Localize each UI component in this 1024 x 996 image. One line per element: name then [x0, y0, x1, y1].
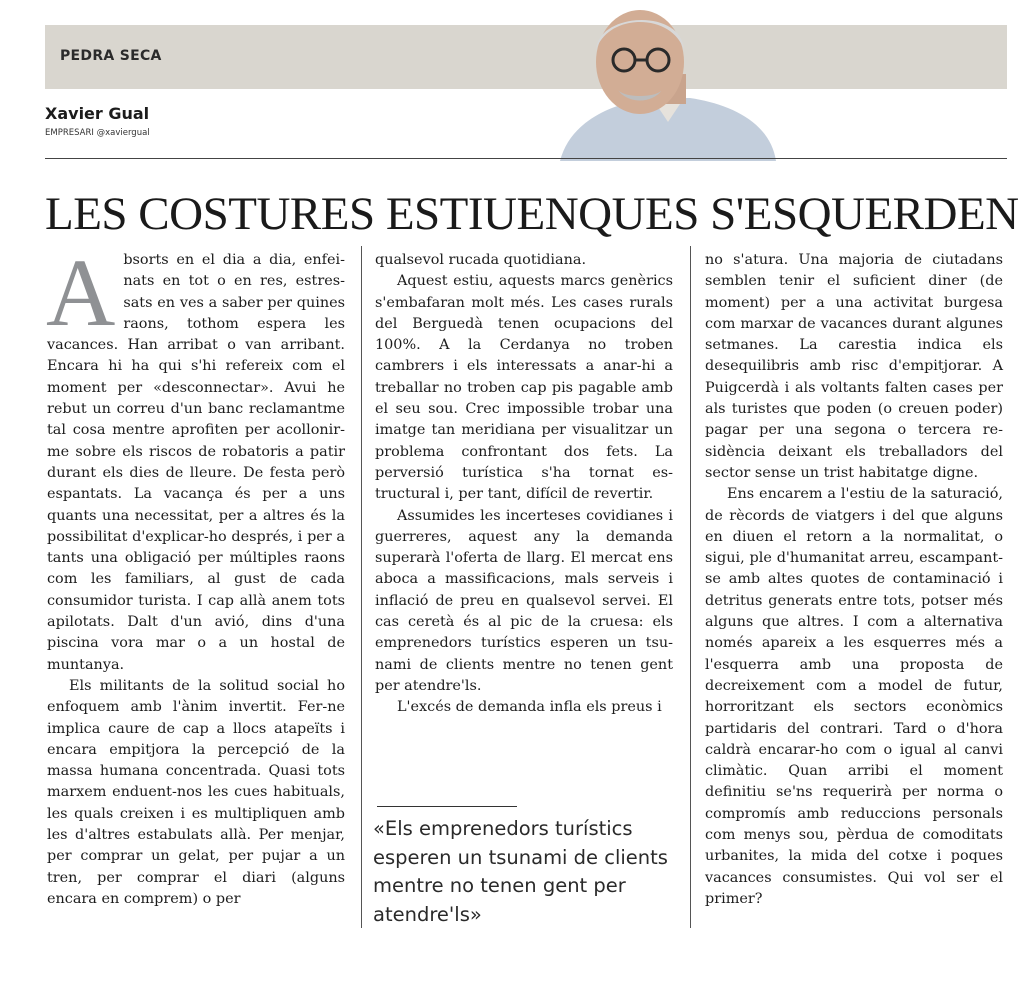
section-label: PEDRA SECA	[60, 48, 162, 64]
paragraph: Ens encarem a l'estiu de la saturació, de rècords de viatgers i del que alguns en diuen el retorn a la normalitat, o sigui, ple d'humanitat arreu, escampant-se amb altes quotes de contaminació i detritus generats entre tots, potser més alguns que altres. I com a alternativa només apareix a les esquerres més a l'esquerra amb una proposta de decreixement com a model de futur, horroritzant els sectors econòmics partidaris del contrari. Tard o d'hora caldrà encarar-ho com o igual al canvi climàtic. Quan arribi el moment definitiu se'ns requerirà per norma o compromís amb reduccions personals com menys sou, pèrdua de comoditats urbanites, la mida del cotxe i poques vacances consumistes. Qui vol ser el primer?	[705, 486, 1003, 907]
paragraph: Aquest estiu, aquests marcs genèrics s'embafaran molt més. Les cases rurals del Berguedà tenen ocupacions del 100%. A la Cerdanya no troben cambrers i els interessats a anar-hi a treballar no troben cap pis pagable amb el seu sou. Crec impossible trobar una imatge tan meridiana per visualitzar un problema confrontant dos fets. La perversió turística s'ha tornat estructural i, per tant, difícil de revertir.	[375, 273, 673, 503]
column-divider	[361, 246, 362, 928]
author-portrait	[560, 4, 776, 161]
paragraph: Els militants de la solitud social ho enfoquem amb l'ànim invertit. Fer-ne implica caure de cap a llocs atapeïts i encara empitjora la percepció de la massa humana concentrada. Quasi tots marxem enduent-nos les cues habituals, les quals creixen i es multipliquen amb les d'altres estabulats allà. Per menjar, per comprar un gelat, per pujar a un tren, per comprar el diari (alguns encara en comprem) o per	[47, 677, 345, 907]
paragraph: qualsevol rucada quotidiana.	[375, 252, 587, 268]
pull-quote: «Els emprenedors turístics esperen un tsunami de clients mentre no tenen gent per atendre'ls»	[373, 817, 668, 926]
column-divider	[690, 246, 691, 928]
author-role: EMPRESARI @xaviergual	[45, 128, 150, 138]
paragraph: bsorts en el dia a dia, enfeinats en tot o en res, estressats en ves a saber per quines raons, tothom espera les vacances. Han arribat o van arribant. Encara hi ha qui s'hi refereix com el moment per «desconnectar». Avui he rebut un correu d'un banc reclamantme tal cosa mentre aprofiten per acollonir-me sobre els riscos de robatoris a patir durant els dies de lleure. De festa però espantats. La vacança és per a uns quants una necessitat, per a altres és la possibilitat d'explicar-ho després, i per a tants una obligació per múltiples raons com les familiars, al gust de cada consumidor turista. I cap allà anem tots apilotats. Dalt d'un avió, dins d'una piscina vora mar o a un hostal de muntanya.	[47, 252, 345, 673]
paragraph: L'excés de demanda infla els preus i	[397, 699, 662, 716]
paragraph: Assumides les incerteses covidianes i guerreres, aquest any la demanda superarà l'oferta de llarg. El mercat ens aboca a massificacions, mals serveis i inflació de preu en qualsevol servei. El cas ceretà és al pic de la cruesa: els emprenedors turístics esperen un tsunami de clients mentre no tenen gent per atendre'ls.	[375, 507, 673, 694]
author-name: Xavier Gual	[45, 104, 150, 123]
drop-cap: A	[46, 239, 116, 346]
column-3	[705, 250, 1003, 910]
header-divider	[45, 158, 1007, 159]
pull-quote-rule	[377, 806, 517, 807]
headline: LES COSTURES ESTIUENQUES S'ESQUERDEN	[45, 188, 1019, 240]
paragraph: no s'atura. Una majoria de ciutadans semblen tenir el suficient diner (de moment) per a una activitat burgesa com marxar de vacances durant algunes setmanes. La carestia indica els desequilibris amb risc d'empitjorar. A Puigcerdà i als voltants falten cases per als turistes que poden (o creuen poder) pagar per una segona o tercera residència deixant els treballadors del sector sense un trist habitatge digne.	[705, 252, 1003, 481]
column-2	[375, 250, 673, 719]
header-banner	[45, 25, 1007, 89]
column-1	[46, 239, 345, 910]
